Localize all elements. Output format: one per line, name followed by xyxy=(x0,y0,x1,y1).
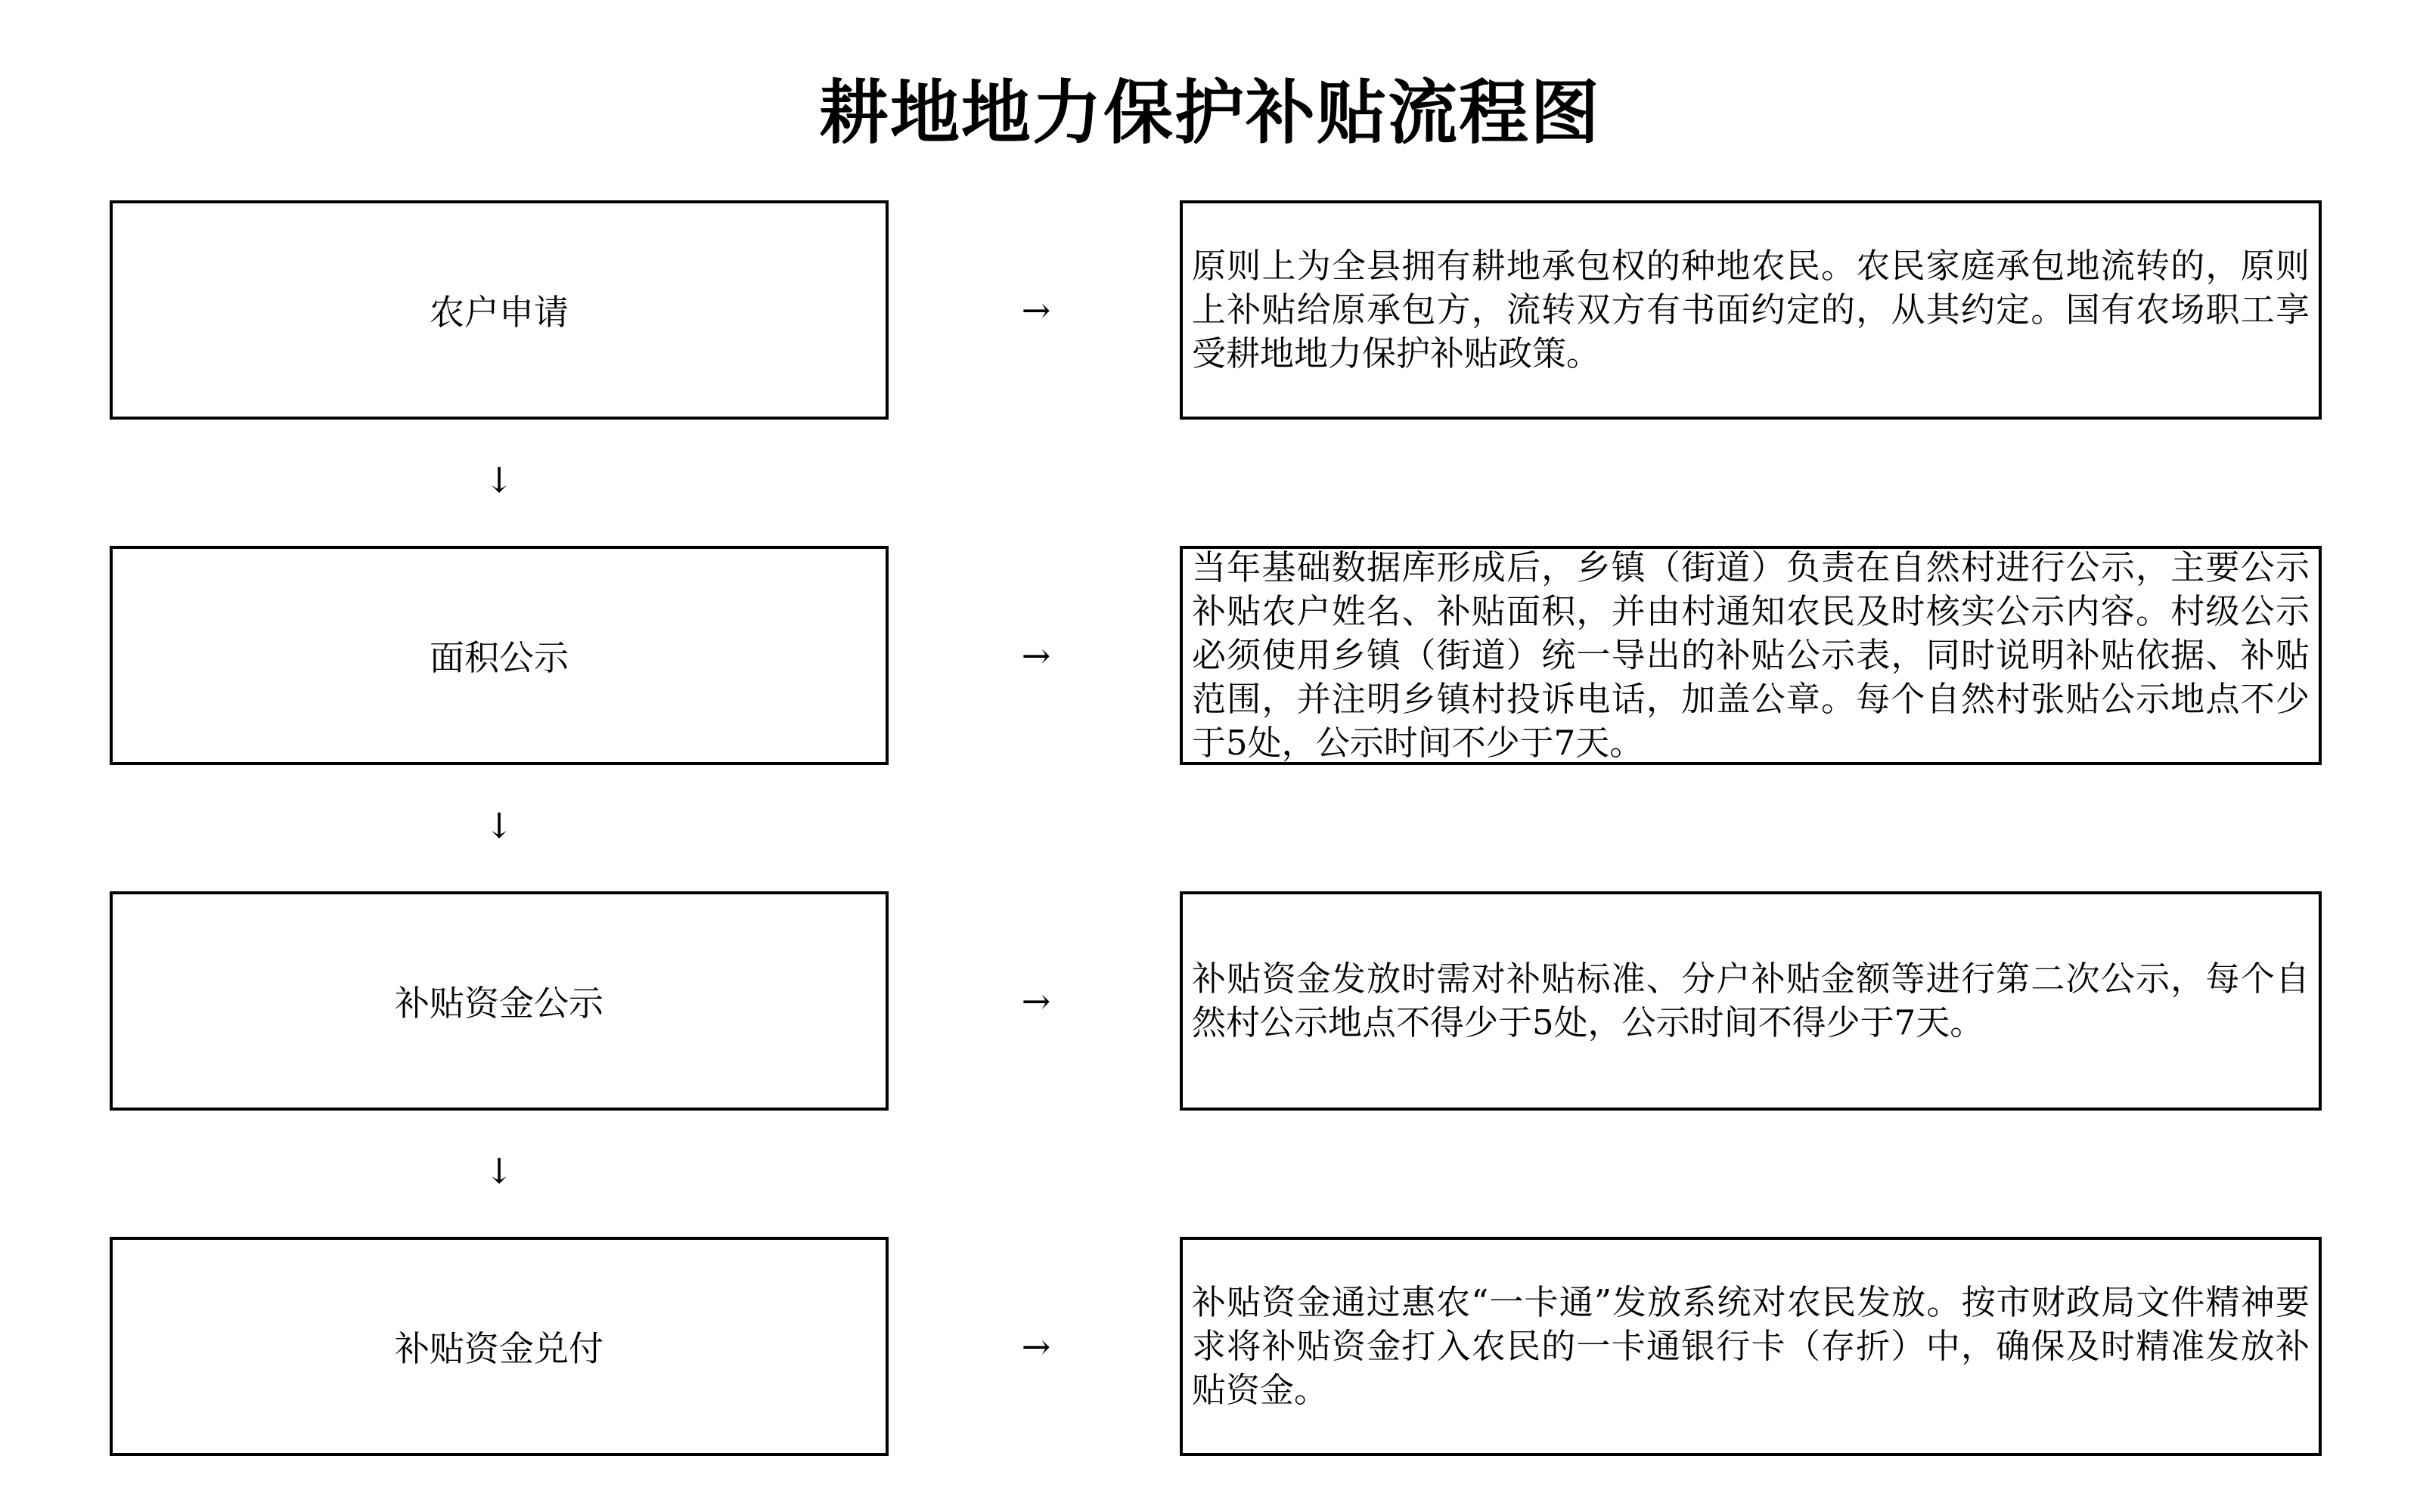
step-label: 面积公示 xyxy=(430,637,569,678)
right-arrow-icon: → xyxy=(1021,290,1051,330)
step-box-fund-publicity xyxy=(110,891,889,1111)
right-arrow-icon: → xyxy=(1021,1326,1051,1367)
description-box-farmer-application xyxy=(1180,200,2322,420)
step-description: 原则上为全县拥有耕地承包权的种地农民。农民家庭承包地流转的，原则上补贴给原承包方，流转双方有书面约定的，从其约定。国有农场职工享受耕地地力保护补贴政策。 xyxy=(1192,246,2310,373)
description-box-area-publicity xyxy=(1180,546,2322,765)
step-description: 当年基础数据库形成后，乡镇（街道）负责在自然村进行公示，主要公示补贴农户姓名、补贴面积，并由村通知农民及时核实公示内容。村级公示必须使用乡镇（街道）统一导出的补贴公示表，同时说明补贴依据、补贴范围，并注明乡镇村投诉电话，加盖公章。每个自然村张贴公示地点不少于5处，公示时间不少于7天。 xyxy=(1192,547,2310,763)
step-box-area-publicity xyxy=(110,546,889,765)
description-box-fund-payment xyxy=(1180,1237,2322,1456)
down-arrow-icon: ↓ xyxy=(484,460,514,500)
right-arrow-icon: → xyxy=(1021,981,1051,1021)
step-label: 补贴资金兑付 xyxy=(395,1328,603,1369)
down-arrow-icon: ↓ xyxy=(484,1151,514,1191)
step-description: 补贴资金通过惠农“一卡通”发放系统对农民发放。按市财政局文件精神要求将补贴资金打入农民的一卡通银行卡（存折）中，确保及时精准发放补贴资金。 xyxy=(1192,1282,2310,1410)
step-label: 补贴资金公示 xyxy=(395,983,603,1024)
description-box-fund-publicity xyxy=(1180,891,2322,1111)
page-title: 耕地地力保护补贴流程图 xyxy=(818,73,1601,153)
right-arrow-icon: → xyxy=(1021,635,1051,676)
step-box-farmer-application xyxy=(110,200,889,420)
down-arrow-icon: ↓ xyxy=(484,805,514,846)
step-label: 农户申请 xyxy=(430,292,569,333)
step-description: 补贴资金发放时需对补贴标准、分户补贴金额等进行第二次公示，每个自然村公示地点不得少于5处，公示时间不得少于7天。 xyxy=(1192,959,2310,1043)
step-box-fund-payment xyxy=(110,1237,889,1456)
